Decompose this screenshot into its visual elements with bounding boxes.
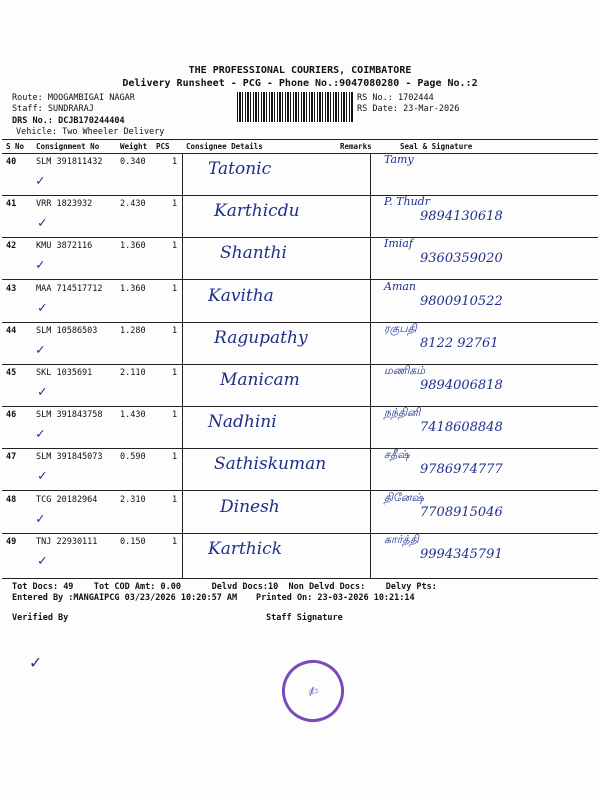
row-consignment: TNJ 22930111 [36, 537, 98, 547]
row-consignment: SKL 1035691 [36, 368, 93, 378]
row-sno: 48 [6, 495, 17, 505]
col-seal: Seal & Signature [400, 142, 473, 151]
row-consignee: Nadhini [208, 412, 277, 432]
row-consignee: Shanthi [220, 243, 287, 263]
row-rule [2, 406, 598, 407]
row-phone: 9894130618 [420, 209, 503, 224]
row-pcs: 1 [172, 157, 178, 167]
row-signature: P. Thudr [384, 195, 430, 208]
row-consignment: SLM 391843758 [36, 410, 103, 420]
row-weight: 0.150 [120, 537, 146, 547]
row-pcs: 1 [172, 326, 178, 336]
row-signature: சதீஷ் [384, 448, 410, 461]
col-remarks: Remarks [340, 142, 372, 151]
columns-rule [2, 153, 598, 154]
footer-totals: Tot Docs: 49 Tot COD Amt: 0.00 Delvd Docs:10 Non Delvd Docs: Delvy Pts: [12, 582, 437, 592]
row-sno: 40 [6, 157, 17, 167]
entered-by: Entered By :MANGAIPCG 03/23/2026 10:20:57 AM [12, 593, 238, 603]
delivered-check-icon: ✓ [38, 553, 47, 569]
row-pcs: 1 [172, 495, 178, 505]
row-signature: மணிகம் [384, 364, 426, 377]
row-consignee: Sathiskuman [214, 454, 327, 474]
runsheet-subtitle: Delivery Runsheet - PCG - Phone No.:9047080280 - Page No.:2 [122, 78, 478, 89]
company-title: THE PROFESSIONAL COURIERS, COIMBATORE [188, 65, 412, 76]
table-end-rule [2, 578, 598, 579]
signature-divider [370, 153, 371, 578]
row-rule [2, 364, 598, 365]
delivered-check-icon: ✓ [36, 342, 45, 358]
staff-line: Staff: SUNDRARAJ [12, 104, 94, 114]
row-weight: 0.340 [120, 157, 146, 167]
row-consignment: VRR 1823932 [36, 199, 93, 209]
delivered-check-icon: ✓ [38, 468, 47, 484]
staff-signature-label: Staff Signature [266, 613, 343, 623]
row-pcs: 1 [172, 452, 178, 462]
delivered-check-icon: ✓ [36, 173, 45, 189]
row-rule [2, 195, 598, 196]
row-weight: 1.280 [120, 326, 146, 336]
row-consignment: SLM 10586503 [36, 326, 98, 336]
row-consignee: Kavitha [208, 286, 274, 306]
row-phone: 9894006818 [420, 378, 503, 393]
row-consignment: SLM 391845073 [36, 452, 103, 462]
row-signature: Tamy [384, 153, 414, 166]
row-rule [2, 279, 598, 280]
consignee-divider [182, 153, 183, 578]
row-rule [2, 237, 598, 238]
row-sno: 44 [6, 326, 17, 336]
row-pcs: 1 [172, 410, 178, 420]
staff-stamp-icon: ✍ [273, 651, 352, 730]
row-signature: கார்த்தி [384, 533, 419, 546]
row-consignee: Manicam [220, 370, 300, 390]
row-phone: 7418608848 [420, 420, 503, 435]
row-sno: 41 [6, 199, 17, 209]
row-weight: 1.430 [120, 410, 146, 420]
row-consignment: SLM 391811432 [36, 157, 103, 167]
row-phone: 7708915046 [420, 505, 503, 520]
row-rule [2, 533, 598, 534]
row-phone: 9800910522 [420, 294, 503, 309]
row-consignment: MAA 714517712 [36, 284, 103, 294]
row-sno: 43 [6, 284, 17, 294]
row-sno: 49 [6, 537, 17, 547]
row-signature: தினேஷ் [384, 491, 424, 504]
route-line: Route: MOOGAMBIGAI NAGAR [12, 93, 135, 103]
rs-no-line: RS No.: 1702444 [357, 93, 434, 103]
row-phone: 9786974777 [420, 462, 503, 477]
row-pcs: 1 [172, 537, 178, 547]
rs-date-line: RS Date: 23-Mar-2026 [357, 104, 460, 114]
header-rule [2, 139, 598, 140]
row-consignment: TCG 20182964 [36, 495, 98, 505]
row-pcs: 1 [172, 199, 178, 209]
row-signature: நந்தினி [384, 406, 421, 419]
drs-line: DRS No.: DCJB170244404 [12, 116, 125, 126]
row-pcs: 1 [172, 368, 178, 378]
row-rule [2, 322, 598, 323]
delivered-check-icon: ✓ [36, 426, 45, 442]
delivered-check-icon: ✓ [38, 384, 47, 400]
row-weight: 1.360 [120, 284, 146, 294]
row-weight: 2.110 [120, 368, 146, 378]
col-sno: S No [6, 142, 25, 151]
row-pcs: 1 [172, 284, 178, 294]
vehicle-line: Vehicle: Two Wheeler Delivery [16, 127, 165, 137]
row-consignee: Karthick [208, 539, 283, 559]
printed-on: Printed On: 23-03-2026 10:21:14 [256, 593, 415, 603]
row-rule [2, 490, 598, 491]
row-phone: 9994345791 [420, 547, 503, 562]
row-weight: 1.360 [120, 241, 146, 251]
row-pcs: 1 [172, 241, 178, 251]
row-consignee: Karthicdu [214, 201, 300, 221]
row-signature: ரகுபதி [384, 322, 417, 335]
row-signature: Aman [384, 280, 417, 293]
row-rule [2, 448, 598, 449]
col-weight: Weight [120, 142, 148, 151]
row-sno: 46 [6, 410, 17, 420]
row-sno: 45 [6, 368, 17, 378]
row-weight: 2.430 [120, 199, 146, 209]
verified-by: Verified By [12, 613, 69, 623]
row-consignee: Ragupathy [214, 328, 308, 348]
barcode [237, 92, 353, 122]
row-consignee: Dinesh [220, 497, 280, 517]
row-weight: 2.310 [120, 495, 146, 505]
delivered-check-icon: ✓ [36, 257, 45, 273]
delivered-check-icon: ✓ [38, 300, 47, 316]
delivered-check-icon: ✓ [38, 215, 47, 231]
verified-mark-icon: ✓ [30, 652, 41, 673]
row-consignee: Tatonic [208, 159, 272, 179]
delivered-check-icon: ✓ [36, 511, 45, 527]
row-sno: 47 [6, 452, 17, 462]
col-consignee: Consignee Details [186, 142, 263, 151]
col-consignment: Consignment No [36, 142, 100, 151]
row-signature: Imiaf [384, 237, 413, 250]
row-consignment: KMU 3872116 [36, 241, 93, 251]
row-phone: 8122 92761 [420, 336, 499, 351]
row-weight: 0.590 [120, 452, 146, 462]
col-pcs: PCS [156, 142, 170, 151]
row-sno: 42 [6, 241, 17, 251]
row-phone: 9360359020 [420, 251, 503, 266]
